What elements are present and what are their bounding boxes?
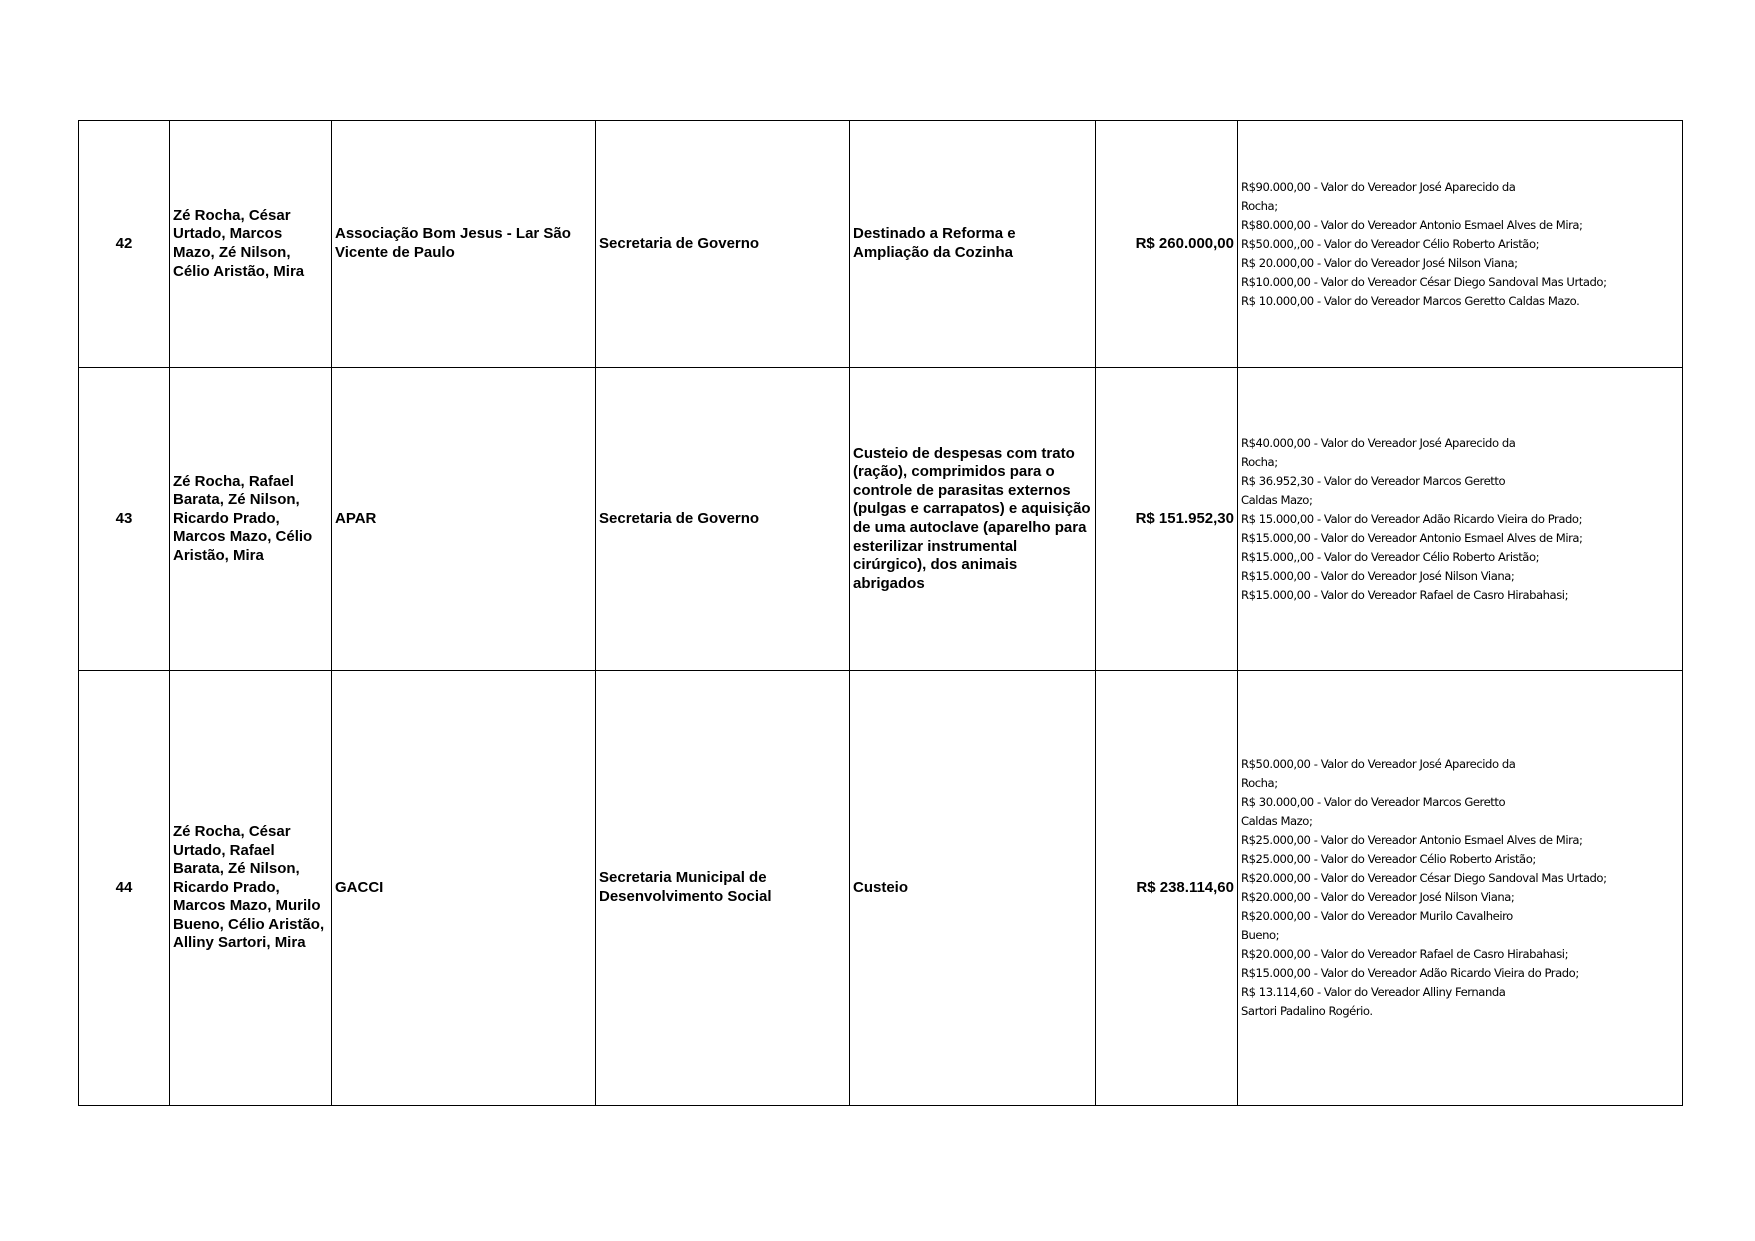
detail-line: R$15.000,00 - Valor do Vereador Antonio Esmael Alves de Mira;	[1241, 530, 1583, 545]
table-body	[79, 121, 1683, 1106]
purpose-cell: Custeio	[850, 671, 1096, 1106]
detail-line: Bueno;	[1241, 928, 1280, 942]
detail-line: R$20.000,00 - Valor do Vereador Rafael de Casro Hirabahasi;	[1241, 947, 1569, 961]
detail-line: R$ 13.114,60 - Valor do Vereador Alliny Fernanda	[1241, 985, 1506, 999]
entity-cell: GACCI	[332, 671, 596, 1106]
detail-line: R$ 30.000,00 - Valor do Vereador Marcos Geretto	[1241, 795, 1506, 809]
secretariat-cell: Secretaria de Governo	[596, 121, 850, 368]
detail-line: R$50.000,,00 - Valor do Vereador Célio Roberto Aristão;	[1241, 236, 1540, 251]
entity-cell: Associação Bom Jesus - Lar São Vicente de Paulo	[332, 121, 596, 368]
detail-line: Rocha;	[1241, 776, 1278, 790]
detail-line: R$20.000,00 - Valor do Vereador César Diego Sandoval Mas Urtado;	[1241, 871, 1607, 885]
value-cell: R$ 260.000,00	[1096, 121, 1238, 368]
detail-line: Sartori Padalino Rogério.	[1241, 1004, 1373, 1018]
row-number: 42	[79, 121, 170, 368]
detail-line: R$ 10.000,00 - Valor do Vereador Marcos Geretto Caldas Mazo.	[1241, 293, 1580, 308]
details-cell	[1238, 121, 1683, 368]
table-row	[79, 368, 1683, 671]
detail-line: R$90.000,00 - Valor do Vereador José Aparecido da	[1241, 179, 1516, 194]
authors-cell: Zé Rocha, César Urtado, Marcos Mazo, Zé Nilson, Célio Aristão, Mira	[170, 121, 332, 368]
row-number: 44	[79, 671, 170, 1106]
detail-line: Rocha;	[1241, 454, 1278, 469]
detail-line: R$ 20.000,00 - Valor do Vereador José Nilson Viana;	[1241, 255, 1518, 270]
detail-line: R$20.000,00 - Valor do Vereador José Nilson Viana;	[1241, 890, 1515, 904]
secretariat-cell: Secretaria de Governo	[596, 368, 850, 671]
amendments-table	[78, 120, 1683, 1106]
detail-line: R$15.000,00 - Valor do Vereador José Nilson Viana;	[1241, 568, 1515, 583]
detail-line: Caldas Mazo;	[1241, 814, 1313, 828]
purpose-cell: Destinado a Reforma e Ampliação da Cozinha	[850, 121, 1096, 368]
entity-cell: APAR	[332, 368, 596, 671]
detail-line: Rocha;	[1241, 198, 1278, 213]
detail-line: R$ 15.000,00 - Valor do Vereador Adão Ricardo Vieira do Prado;	[1241, 511, 1583, 526]
authors-cell: Zé Rocha, César Urtado, Rafael Barata, Zé Nilson, Ricardo Prado, Marcos Mazo, Murilo Bueno, Célio Aristão, Alliny Sartori, Mira	[170, 671, 332, 1106]
value-cell: R$ 151.952,30	[1096, 368, 1238, 671]
detail-line: R$15.000,,00 - Valor do Vereador Célio Roberto Aristão;	[1241, 549, 1540, 564]
detail-line: R$ 36.952,30 - Valor do Vereador Marcos Geretto	[1241, 473, 1506, 488]
table-row	[79, 121, 1683, 368]
detail-line: R$10.000,00 - Valor do Vereador César Diego Sandoval Mas Urtado;	[1241, 274, 1607, 289]
detail-line: R$80.000,00 - Valor do Vereador Antonio Esmael Alves de Mira;	[1241, 217, 1583, 232]
details-cell	[1238, 671, 1683, 1106]
secretariat-cell: Secretaria Municipal de Desenvolvimento Social	[596, 671, 850, 1106]
detail-line: R$25.000,00 - Valor do Vereador Antonio Esmael Alves de Mira;	[1241, 833, 1583, 847]
table-row	[79, 671, 1683, 1106]
detail-line: R$40.000,00 - Valor do Vereador José Aparecido da	[1241, 435, 1516, 450]
row-number: 43	[79, 368, 170, 671]
detail-line: R$50.000,00 - Valor do Vereador José Aparecido da	[1241, 757, 1516, 771]
details-cell	[1238, 368, 1683, 671]
detail-line: R$25.000,00 - Valor do Vereador Célio Roberto Aristão;	[1241, 852, 1536, 866]
purpose-cell: Custeio de despesas com trato (ração), comprimidos para o controle de parasitas externos (pulgas e carrapatos) e aquisição de uma autoclave (aparelho para esterilizar instrumental cirúrgico), dos animais abrigados	[850, 368, 1096, 671]
detail-line: R$15.000,00 - Valor do Vereador Rafael de Casro Hirabahasi;	[1241, 587, 1569, 602]
detail-line: Caldas Mazo;	[1241, 492, 1313, 507]
value-cell: R$ 238.114,60	[1096, 671, 1238, 1106]
detail-line: R$15.000,00 - Valor do Vereador Adão Ricardo Vieira do Prado;	[1241, 966, 1579, 980]
detail-line: R$20.000,00 - Valor do Vereador Murilo Cavalheiro	[1241, 909, 1513, 923]
authors-cell: Zé Rocha, Rafael Barata, Zé Nilson, Ricardo Prado, Marcos Mazo, Célio Aristão, Mira	[170, 368, 332, 671]
